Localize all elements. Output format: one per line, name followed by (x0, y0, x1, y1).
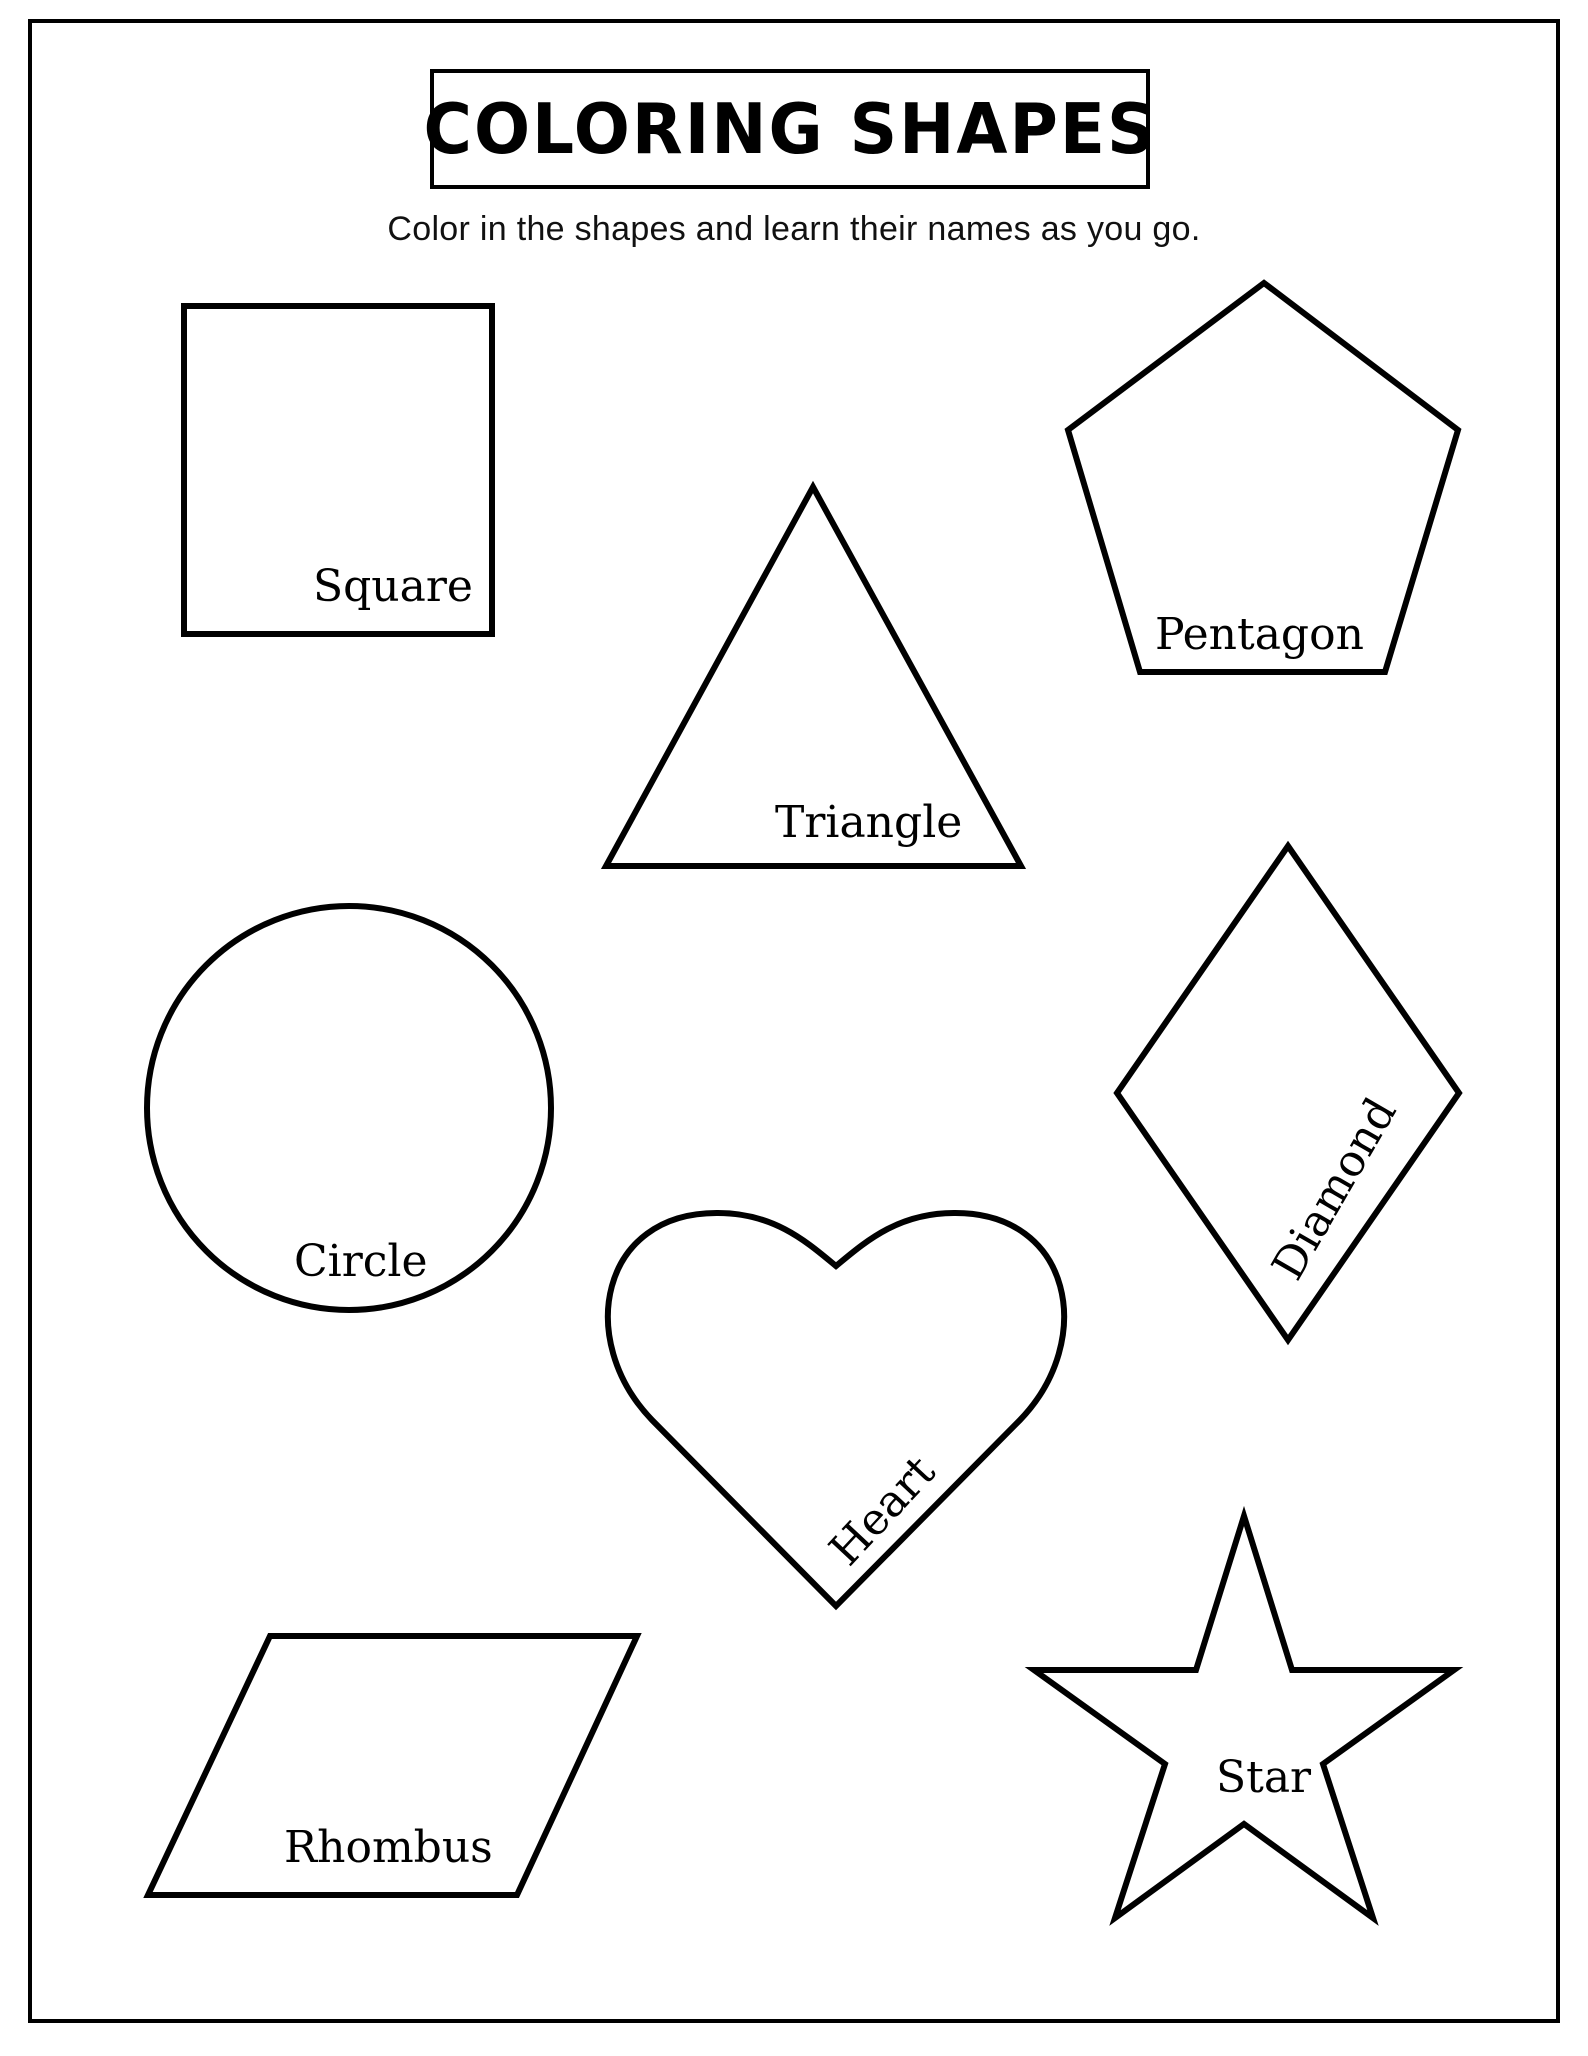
instructions-text: Color in the shapes and learn their names as you go. (387, 210, 1201, 248)
rhombus-shape-group (148, 1636, 637, 1895)
square-label: Square (313, 561, 473, 612)
circle-label: Circle (294, 1236, 428, 1287)
triangle-shape-group (606, 487, 1021, 866)
diamond-shape-group (1117, 846, 1459, 1340)
pentagon-shape-group (1068, 283, 1458, 672)
pentagon-label: Pentagon (1155, 609, 1364, 660)
star-shape (1034, 1516, 1454, 1918)
rhombus-label: Rhombus (284, 1822, 493, 1873)
diamond-label: Diamond (1262, 1089, 1407, 1289)
triangle-label: Triangle (775, 797, 963, 848)
square-shape-group (184, 306, 492, 634)
page-title: COLORING SHAPES (423, 88, 1157, 170)
circle-shape-group (147, 906, 551, 1310)
star-shape-group (1034, 1516, 1454, 1918)
heart-shape-group (608, 1213, 1064, 1606)
star-label: Star (1216, 1752, 1312, 1803)
heart-label: Heart (819, 1446, 946, 1576)
